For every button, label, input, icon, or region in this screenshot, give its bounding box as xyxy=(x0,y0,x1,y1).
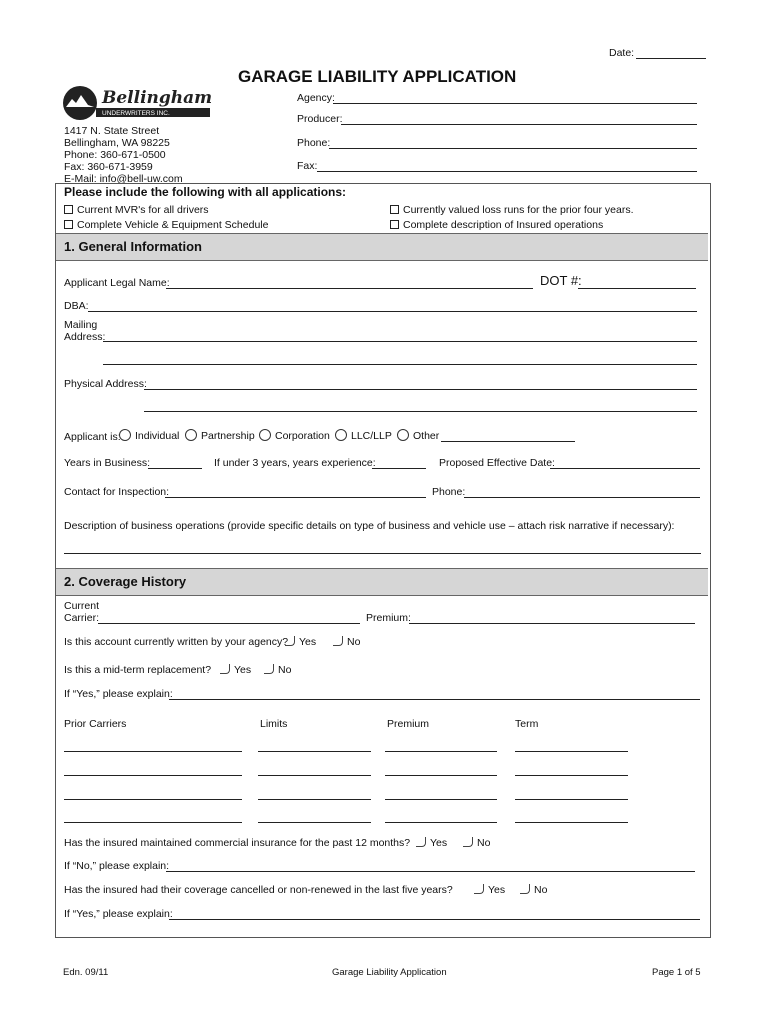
footer-edition: Edn. 09/11 xyxy=(63,967,109,978)
checkbox-icon xyxy=(390,220,399,229)
agency-yes[interactable]: Yes xyxy=(285,636,316,648)
limits-field[interactable] xyxy=(258,751,371,752)
12months-yes[interactable]: Yes xyxy=(416,837,447,849)
agency-field[interactable] xyxy=(333,103,697,104)
premium-field[interactable] xyxy=(385,822,497,823)
contact-phone-label: Phone: xyxy=(432,486,466,498)
if-yes-field[interactable] xyxy=(169,699,700,700)
carrier-field[interactable] xyxy=(98,623,360,624)
dba-label: DBA: xyxy=(64,300,89,312)
phone-field[interactable] xyxy=(329,148,697,149)
mailing-address-field-2[interactable] xyxy=(103,364,697,365)
limits-field[interactable] xyxy=(258,775,371,776)
applicant-name-label: Applicant Legal Name: xyxy=(64,277,170,289)
radio-icon xyxy=(335,429,347,441)
option-individual[interactable]: Individual xyxy=(119,429,179,442)
checkbox-icon xyxy=(64,220,73,229)
dot-label: DOT #: xyxy=(540,273,582,288)
effective-date-field[interactable] xyxy=(550,468,700,469)
logo-text: Bellingham xyxy=(102,88,212,108)
under3-label: If under 3 years, years experience: xyxy=(214,457,376,469)
dba-field[interactable] xyxy=(88,311,697,312)
years-field[interactable] xyxy=(148,468,202,469)
cancelled-question: Has the insured had their coverage cancelled or non-renewed in the last five years? xyxy=(64,884,453,896)
form-box xyxy=(55,183,711,938)
term-field[interactable] xyxy=(515,822,628,823)
option-corporation[interactable]: Corporation xyxy=(259,429,330,442)
carrier-label: Carrier: xyxy=(64,612,100,624)
col-limits: Limits xyxy=(260,718,288,730)
if-yes-field-2[interactable] xyxy=(169,919,700,920)
phone-label: Phone: xyxy=(297,137,331,149)
agency-question: Is this account currently written by your agency? xyxy=(64,636,289,648)
prior-carrier-field[interactable] xyxy=(64,799,242,800)
12months-no[interactable]: No xyxy=(463,837,490,849)
company-logo xyxy=(62,85,212,121)
term-field[interactable] xyxy=(515,751,628,752)
fax-field[interactable] xyxy=(317,171,697,172)
applicant-name-field[interactable] xyxy=(166,288,533,289)
footer-title: Garage Liability Application xyxy=(332,967,447,978)
physical-address-field[interactable] xyxy=(144,389,697,390)
other-field[interactable] xyxy=(441,441,575,442)
producer-label: Producer: xyxy=(297,113,343,125)
term-field[interactable] xyxy=(515,799,628,800)
col-premium: Premium xyxy=(387,718,430,730)
if-no-field[interactable] xyxy=(166,871,695,872)
footer-page: Page 1 of 5 xyxy=(652,967,701,978)
contact-field[interactable] xyxy=(165,497,426,498)
radio-icon xyxy=(119,429,131,441)
include-heading: Please include the following with all applications: xyxy=(64,185,347,199)
prior-carrier-field[interactable] xyxy=(64,775,242,776)
section-general-information: 1. General Information xyxy=(56,233,708,261)
12months-question: Has the insured maintained commercial insurance for the past 12 months? xyxy=(64,837,411,849)
if-no-label: If “No,” please explain: xyxy=(64,860,170,872)
option-llc[interactable]: LLC/LLP xyxy=(335,429,392,442)
include-item-schedule[interactable]: Complete Vehicle & Equipment Schedule xyxy=(64,219,268,231)
dot-field[interactable] xyxy=(578,288,696,289)
checkbox-icon xyxy=(264,664,274,674)
under3-field[interactable] xyxy=(372,468,426,469)
current-label: Current xyxy=(64,600,100,612)
checkbox-icon xyxy=(333,636,343,646)
premium-field[interactable] xyxy=(385,799,497,800)
option-other[interactable]: Other xyxy=(397,429,439,442)
page-title: GARAGE LIABILITY APPLICATION xyxy=(238,67,517,86)
radio-icon xyxy=(259,429,271,441)
include-item-mvr[interactable]: Current MVR's for all drivers xyxy=(64,204,209,216)
mailing-address-label: Address: xyxy=(64,331,106,343)
midterm-no[interactable]: No xyxy=(264,664,291,676)
midterm-question: Is this a mid-term replacement? xyxy=(64,664,212,676)
include-item-description[interactable]: Complete description of Insured operations xyxy=(390,219,603,231)
mailing-address-field[interactable] xyxy=(103,341,697,342)
date-field[interactable] xyxy=(636,58,706,59)
radio-icon xyxy=(185,429,197,441)
include-item-loss-runs[interactable]: Currently valued loss runs for the prior four years. xyxy=(390,204,634,216)
if-yes-label-2: If “Yes,” please explain: xyxy=(64,908,173,920)
checkbox-icon xyxy=(474,884,484,894)
term-field[interactable] xyxy=(515,775,628,776)
col-prior-carriers: Prior Carriers xyxy=(64,718,127,730)
radio-icon xyxy=(397,429,409,441)
cancelled-no[interactable]: No xyxy=(520,884,547,896)
checkbox-icon xyxy=(220,664,230,674)
physical-address-label: Physical Address: xyxy=(64,378,147,390)
fax-label: Fax: xyxy=(297,160,318,172)
contact-phone-field[interactable] xyxy=(464,497,700,498)
premium-field[interactable] xyxy=(385,775,497,776)
agency-no[interactable]: No xyxy=(333,636,360,648)
contact-label: Contact for Inspection: xyxy=(64,486,170,498)
premium-label: Premium: xyxy=(366,612,411,624)
description-field[interactable] xyxy=(64,553,701,554)
checkbox-icon xyxy=(416,837,426,847)
years-label: Years in Business: xyxy=(64,457,150,469)
physical-address-field-2[interactable] xyxy=(144,411,697,412)
description-label: Description of business operations (provide specific details on type of business and vehicle use – attach risk narrative if necessary): xyxy=(64,520,675,532)
checkbox-icon xyxy=(285,636,295,646)
limits-field[interactable] xyxy=(258,822,371,823)
prior-carrier-field[interactable] xyxy=(64,751,242,752)
checkbox-icon xyxy=(463,837,473,847)
premium-field[interactable] xyxy=(385,751,497,752)
effective-date-label: Proposed Effective Date: xyxy=(439,457,555,469)
if-yes-label: If “Yes,” please explain: xyxy=(64,688,173,700)
agency-label: Agency: xyxy=(297,92,335,104)
mailing-label: Mailing xyxy=(64,319,98,331)
cancelled-yes[interactable]: Yes xyxy=(474,884,505,896)
date-label: Date: xyxy=(609,47,635,59)
premium-field[interactable] xyxy=(409,623,695,624)
section-coverage-history: 2. Coverage History xyxy=(56,568,708,596)
col-term: Term xyxy=(515,718,539,730)
company-address: 1417 N. State Street Bellingham, WA 98225 Phone: 360-671-0500 Fax: 360-671-3959 E-Mail: info@bell-uw.com xyxy=(64,125,183,185)
applicant-is-label: Applicant is: xyxy=(64,431,121,443)
prior-carrier-field[interactable] xyxy=(64,822,242,823)
checkbox-icon xyxy=(520,884,530,894)
checkbox-icon xyxy=(64,205,73,214)
limits-field[interactable] xyxy=(258,799,371,800)
producer-field[interactable] xyxy=(341,124,697,125)
option-partnership[interactable]: Partnership xyxy=(185,429,255,442)
midterm-yes[interactable]: Yes xyxy=(220,664,251,676)
logo-subtext: UNDERWRITERS INC. xyxy=(102,110,170,117)
checkbox-icon xyxy=(390,205,399,214)
